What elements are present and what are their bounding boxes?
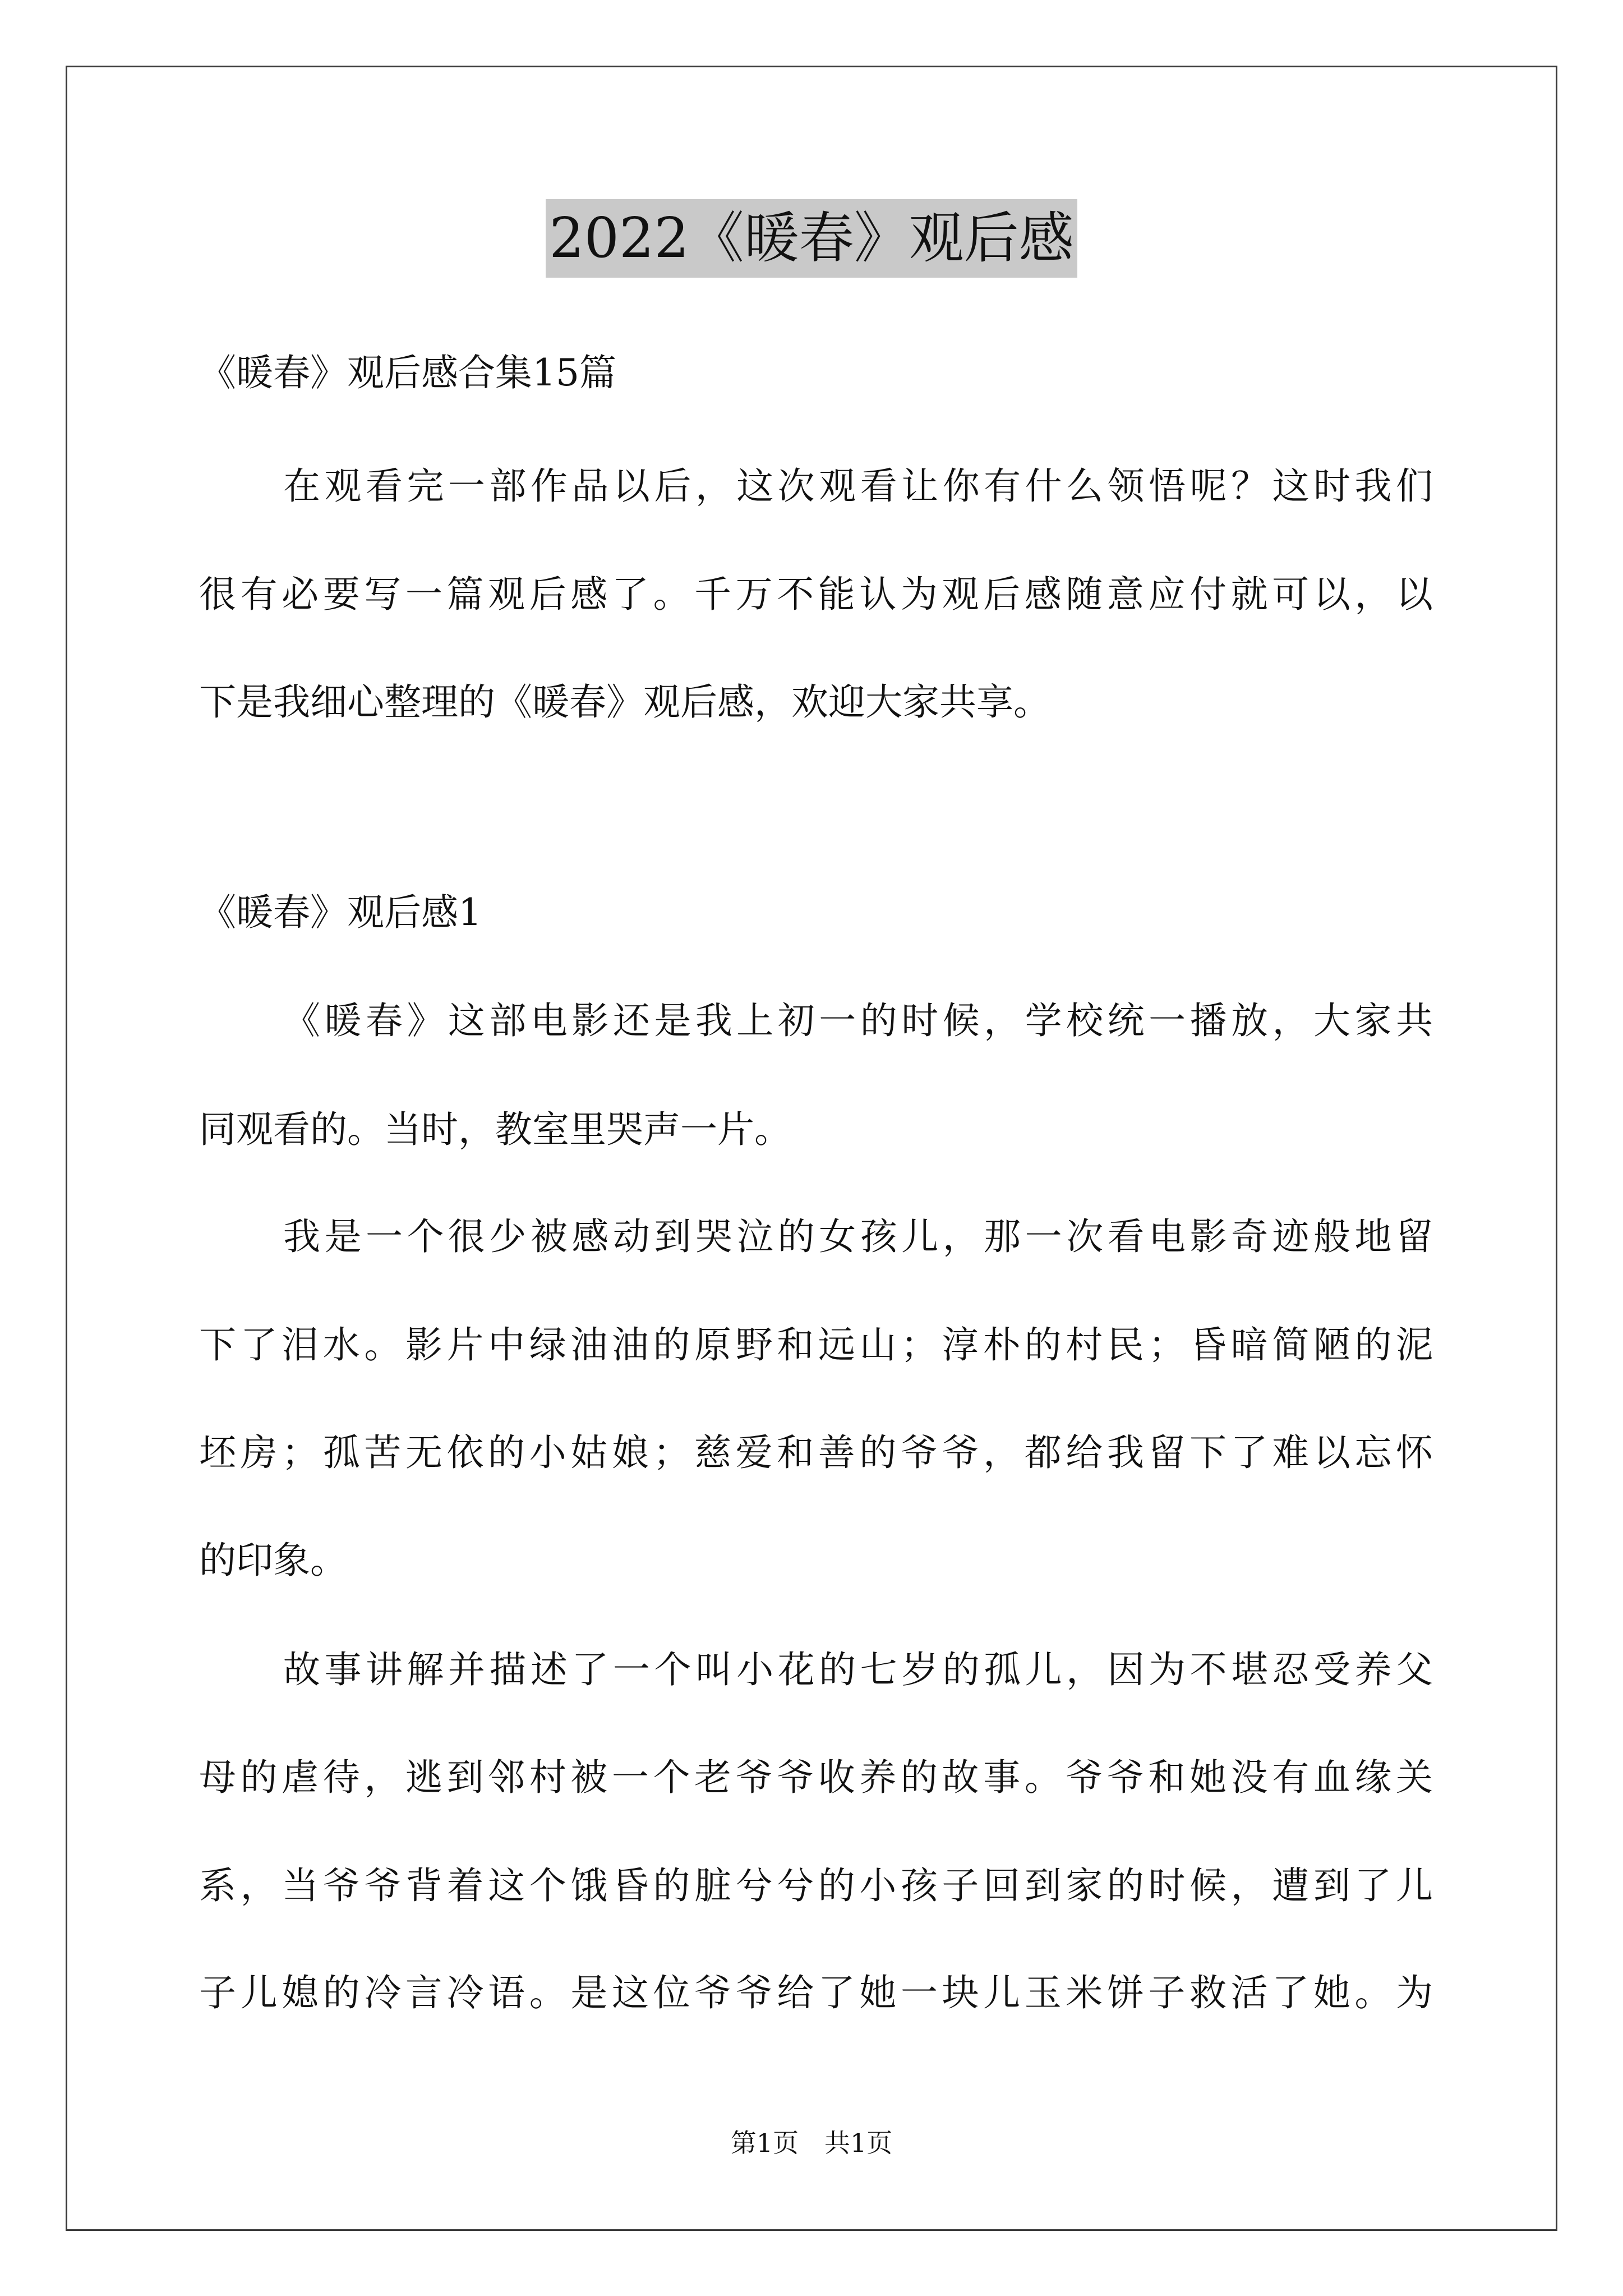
document-title: 2022《暖春》观后感 <box>546 199 1077 278</box>
paragraph2-line-3: 坯房；孤苦无依的小姑娘；慈爱和善的爷爷，都给我留下了难以忘怀 <box>199 1431 1433 1474</box>
paragraph3-line-1: 故事讲解并描述了一个叫小花的七岁的孤儿，因为不堪忍受养父 <box>283 1648 1433 1691</box>
paragraph2-line-2: 下了泪水。影片中绿油油的原野和远山；淳朴的村民；昏暗简陋的泥 <box>199 1323 1433 1366</box>
paragraph3-line-4: 子儿媳的冷言冷语。是这位爷爷给了她一块儿玉米饼子救活了她。为 <box>199 1971 1433 2014</box>
intro-line-3: 下是我细心整理的《暖春》观后感，欢迎大家共享。 <box>199 680 1050 724</box>
subtitle: 《暖春》观后感合集15篇 <box>199 351 616 394</box>
paragraph1-line-1: 《暖春》这部电影还是我上初一的时候，学校统一播放，大家共 <box>283 999 1433 1042</box>
paragraph3-line-3: 系，当爷爷背着这个饿昏的脏兮兮的小孩子回到家的时候，遭到了儿 <box>199 1864 1433 1907</box>
paragraph1-line-2: 同观看的。当时，教室里哭声一片。 <box>199 1108 791 1151</box>
title-container <box>0 199 1623 278</box>
intro-line-1: 在观看完一部作品以后，这次观看让你有什么领悟呢？这时我们 <box>283 464 1433 508</box>
page-footer: 第1页 共1页 <box>730 2128 893 2158</box>
paragraph2-line-4: 的印象。 <box>199 1539 347 1582</box>
paragraph3-line-2: 母的虐待，逃到邻村被一个老爷爷收养的故事。爷爷和她没有血缘关 <box>199 1756 1433 1799</box>
paragraph2-line-1: 我是一个很少被感动到哭泣的女孩儿，那一次看电影奇迹般地留 <box>283 1215 1433 1258</box>
intro-line-2: 很有必要写一篇观后感了。千万不能认为观后感随意应付就可以，以 <box>199 573 1433 616</box>
section-heading: 《暖春》观后感1 <box>199 891 482 934</box>
